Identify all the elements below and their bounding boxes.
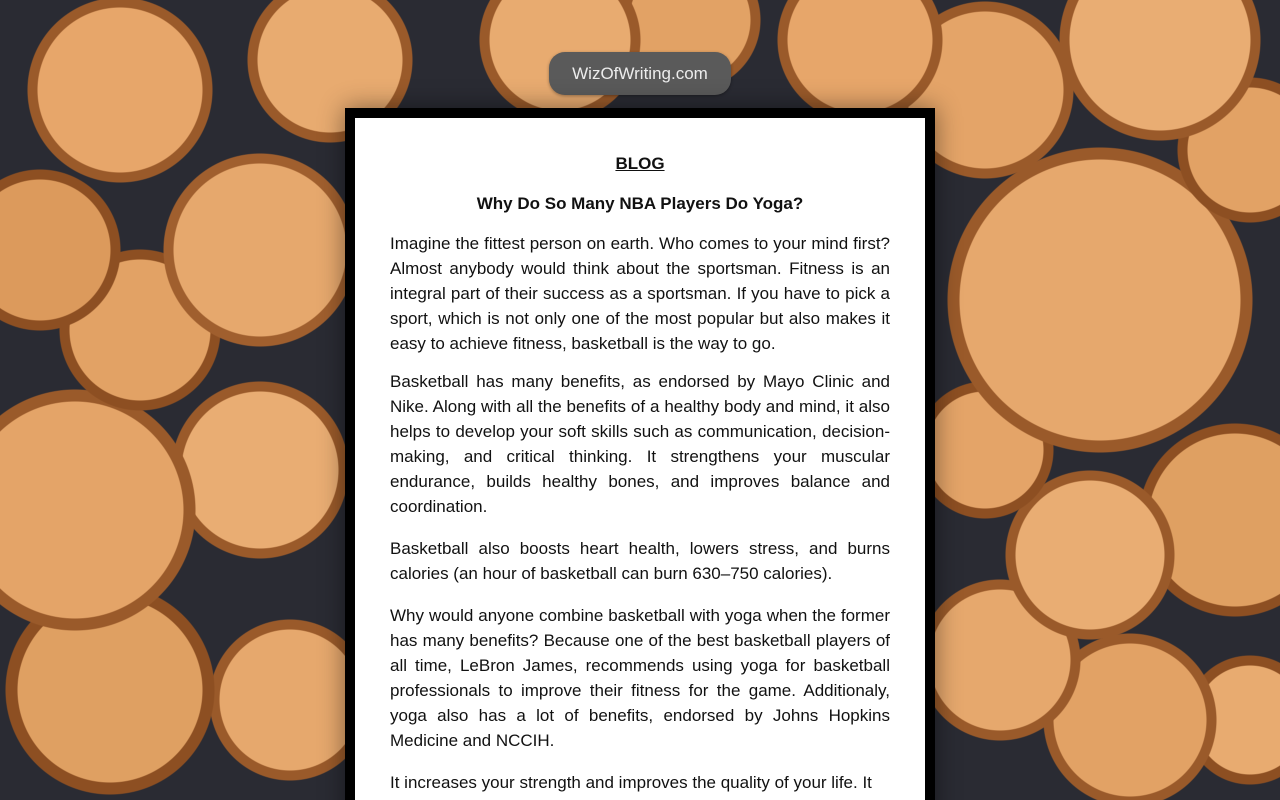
article-content xyxy=(355,118,925,800)
article-paragraph: It increases your strength and improves the quality of your life. It xyxy=(390,773,872,792)
article-paragraph: Imagine the fittest person on earth. Who comes to your mind first? Almost anybody would think about the sportsman. Fitness is an integral part of their success as a sportsman. If you have to pick a sport, which is not only one of the most popular but also makes it easy to achieve fitness, basketball is the way to go. xyxy=(390,234,890,353)
article-frame xyxy=(345,108,935,800)
article-paragraph: Why would anyone combine basketball with yoga when the former has many benefits? Because one of the best basketball players of all time, LeBron James, recommends using yoga for basketball professionals to improve their fitness for the game. Additionaly, yoga also has a lot of benefits, endorsed by Johns Hopkins Medicine and NCCIH. xyxy=(390,606,890,750)
article-paragraph: Basketball has many benefits, as endorsed by Mayo Clinic and Nike. Along with all the benefits of a healthy body and mind, it also helps to develop your soft skills such as communication, decision-making, and critical thinking. It strengthens your muscular endurance, builds healthy bones, and improves balance and coordination. xyxy=(390,372,890,516)
post-title: Why Do So Many NBA Players Do Yoga? xyxy=(476,194,804,213)
article-paragraph: Basketball also boosts heart health, lowers stress, and burns calories (an hour of basketball can burn 630–750 calories). xyxy=(390,539,890,583)
site-name-button[interactable]: WizOfWriting.com xyxy=(549,52,731,95)
blog-section-label: BLOG xyxy=(615,154,665,173)
